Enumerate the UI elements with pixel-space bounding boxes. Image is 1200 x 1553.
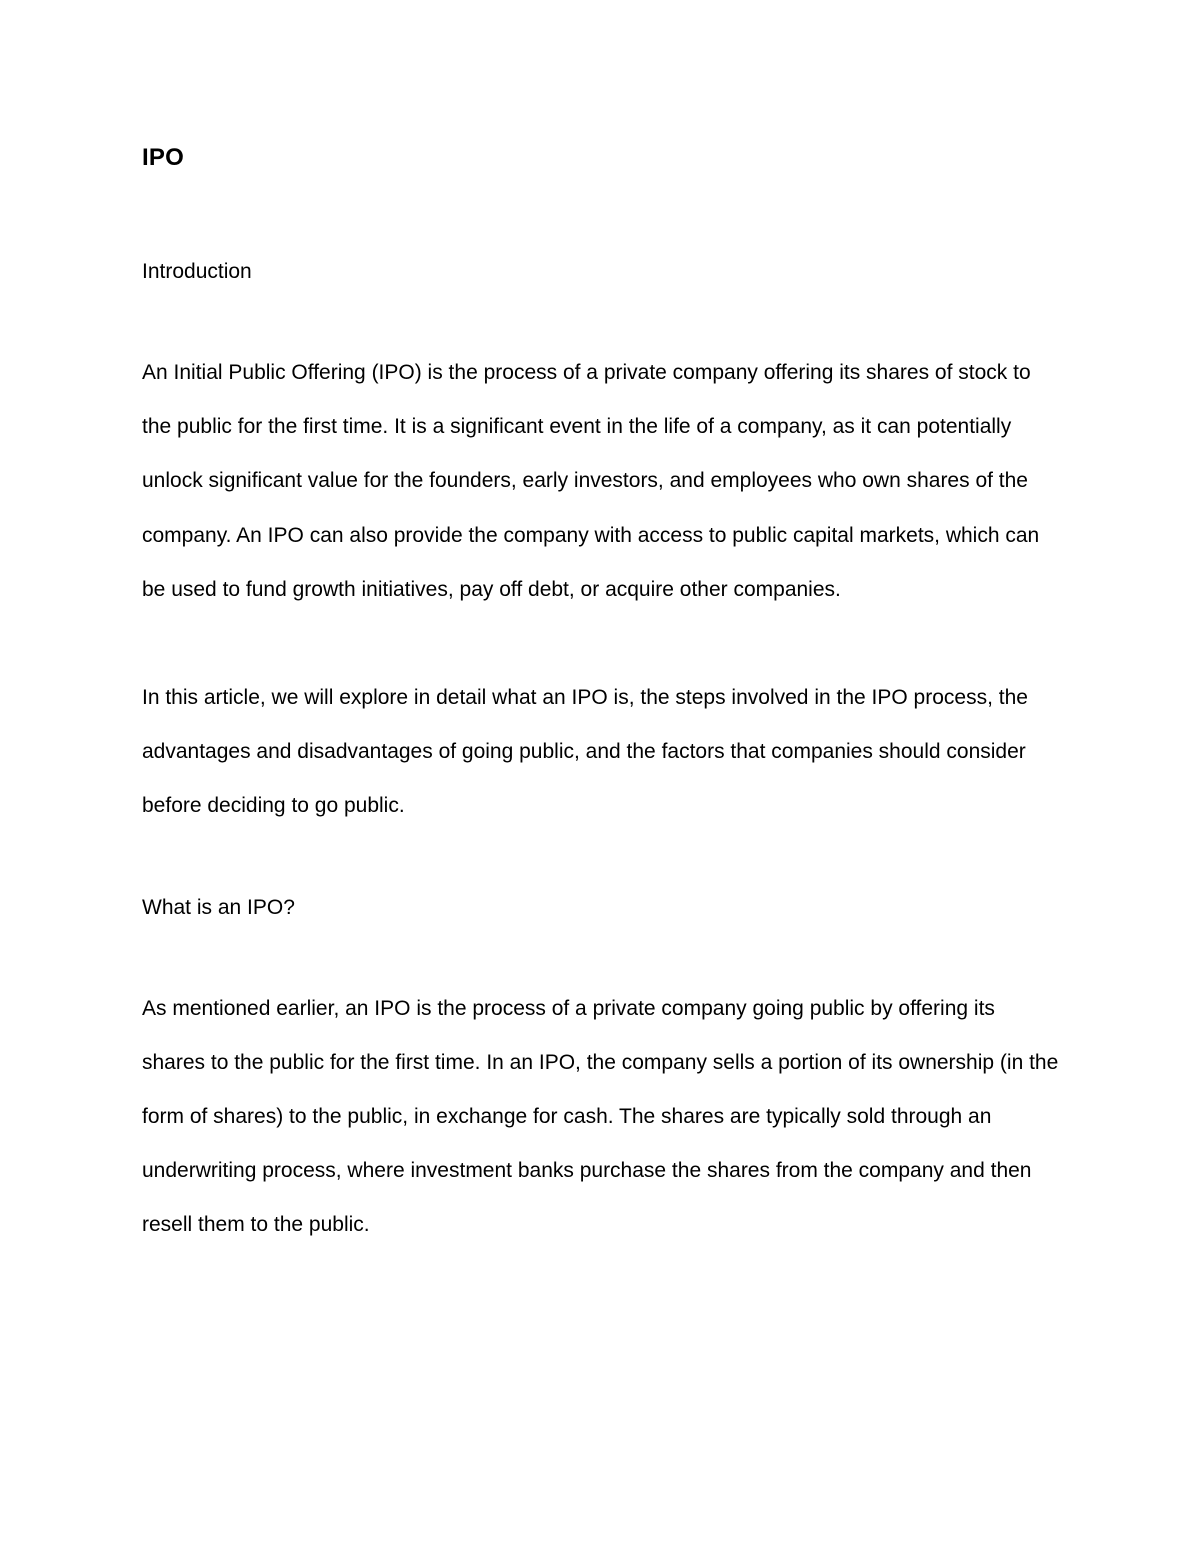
introduction-paragraph-1: An Initial Public Offering (IPO) is the process of a private company offering its shares of stock to the public for the first time. It is a significant event in the life of a company, as it can potentially unlock significant value for the founders, early investors, and employees who own shares of the company. An IPO can also provide the company with access to public capital markets, which can be used to fund growth initiatives, pay off debt, or acquire other companies. xyxy=(142,361,1040,601)
document-title: IPO xyxy=(142,144,184,171)
what-is-an-ipo-paragraph-1: As mentioned earlier, an IPO is the process of a private company going public by offering its shares to the public for the first time. In an IPO, the company sells a portion of its ownership (in the form of shares) to the public, in exchange for cash. The shares are typically sold through an underwriting process, where investment banks purchase the shares from the company and then resell them to the public. xyxy=(142,996,1059,1237)
section-heading-what-is-an-ipo: What is an IPO? xyxy=(142,895,295,919)
section-heading-introduction: Introduction xyxy=(142,260,252,283)
introduction-paragraph-2: In this article, we will explore in detail what an IPO is, the steps involved in the IPO process, the advantages and disadvantages of going public, and the factors that companies should consider before deciding to go public. xyxy=(142,686,1028,818)
document-body xyxy=(142,138,1062,1253)
